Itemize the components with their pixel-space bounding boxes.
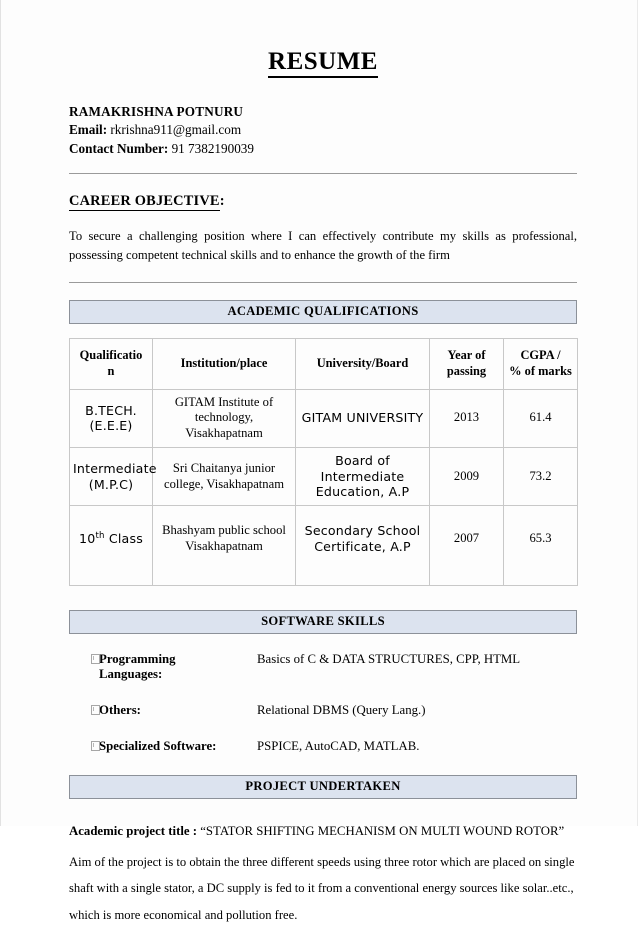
- career-objective-heading-text: CAREER OBJECTIVE: [69, 192, 220, 209]
- software-skills-banner: SOFTWARE SKILLS: [69, 610, 577, 634]
- academic-qualifications-table: [69, 338, 578, 586]
- table-row: [70, 389, 578, 447]
- project-undertaken-banner: PROJECT UNDERTAKEN: [69, 775, 577, 799]
- cell-qualification: Intermediate (M.P.C): [70, 447, 153, 505]
- cell-year: 2013: [430, 389, 504, 447]
- cell-qualification: B.TECH. (E.E.E): [70, 389, 153, 447]
- cell-cgpa: 73.2: [504, 447, 578, 505]
- email-value: rkrishna911@gmail.com: [110, 122, 242, 138]
- skill-value: PSPICE, AutoCAD, MATLAB.: [257, 739, 420, 754]
- software-skills-list: [69, 652, 577, 754]
- cell-university: Secondary School Certificate, A.P: [296, 506, 430, 586]
- tofu-box-icon: [69, 740, 99, 753]
- candidate-name: RAMAKRISHNA POTNURU: [69, 103, 244, 119]
- project-title-line: [69, 824, 577, 839]
- cell-institution: Bhashyam public school Visakhapatnam: [153, 506, 296, 586]
- career-objective-text: To secure a challenging position where I can effectively contribute my skills as professional, possessing competent technical skills and to enhance the growth of the firm: [69, 228, 577, 262]
- column-header-qualification-line2: n: [107, 363, 115, 378]
- skill-value: Basics of C & DATA STRUCTURES, CPP, HTML: [257, 652, 521, 667]
- cell-cgpa: 61.4: [504, 389, 578, 447]
- list-item: [69, 652, 577, 682]
- column-header-year-line2: passing: [446, 363, 487, 378]
- column-header-year-line1: Year of: [447, 348, 486, 363]
- project-description: Aim of the project is to obtain the three different speeds using three rotor which are placed on single shaft with a single stator, a DC supply is fed to it from a conventional energy sources like solar..etc., which is more economical and pollution free.: [69, 855, 575, 922]
- column-header-qualification: [70, 339, 153, 389]
- project-title-value: “STATOR SHIFTING MECHANISM ON MULTI WOUND ROTOR”: [200, 824, 565, 839]
- skill-label: Programming Languages:: [99, 652, 176, 682]
- tofu-box-icon: [69, 653, 99, 666]
- column-header-university: University/Board: [296, 339, 430, 389]
- skill-label: Others:: [99, 703, 141, 718]
- cell-institution: GITAM Institute of technology, Visakhapatnam: [153, 389, 296, 447]
- table-header-row: [70, 339, 578, 389]
- academic-qualifications-banner: ACADEMIC QUALIFICATIONS: [69, 300, 577, 324]
- column-header-year: [430, 339, 504, 389]
- contact-block: [69, 103, 577, 159]
- tofu-box-icon: [69, 704, 99, 717]
- career-objective-heading-colon: :: [219, 192, 225, 209]
- page-content: [69, 0, 577, 928]
- cell-university: Board of Intermediate Education, A.P: [296, 447, 430, 505]
- phone-value: 91 7382190039: [171, 140, 254, 156]
- divider-top: [69, 173, 577, 174]
- column-header-cgpa: [504, 339, 578, 389]
- column-header-institution: Institution/place: [153, 339, 296, 389]
- list-item: [69, 703, 577, 718]
- cell-year: 2009: [430, 447, 504, 505]
- column-header-cgpa-line1: CGPA /: [520, 348, 561, 363]
- page-title-text: RESUME: [268, 48, 378, 78]
- project-title-label: Academic project title :: [69, 824, 198, 839]
- column-header-cgpa-line2: % of marks: [509, 363, 572, 378]
- cell-institution: Sri Chaitanya junior college, Visakhapatnam: [153, 447, 296, 505]
- phone-line: [69, 140, 577, 159]
- list-item: [69, 739, 577, 754]
- divider-objective: [69, 282, 577, 283]
- email-label: Email:: [69, 122, 108, 138]
- cell-university: GITAM UNIVERSITY: [296, 389, 430, 447]
- skill-value: Relational DBMS (Query Lang.): [257, 703, 426, 718]
- skill-label: Specialized Software:: [99, 739, 217, 754]
- cell-year: 2007: [430, 506, 504, 586]
- email-line: [69, 121, 577, 140]
- table-row: [70, 447, 578, 505]
- career-objective-heading: [69, 193, 577, 210]
- phone-label: Contact Number:: [69, 140, 169, 156]
- table-row: [70, 506, 578, 586]
- cell-cgpa: 65.3: [504, 506, 578, 586]
- column-header-qualification-line1: Qualificatio: [79, 348, 143, 363]
- page-title: [69, 0, 577, 76]
- cell-qualification: 10th Class: [70, 506, 153, 586]
